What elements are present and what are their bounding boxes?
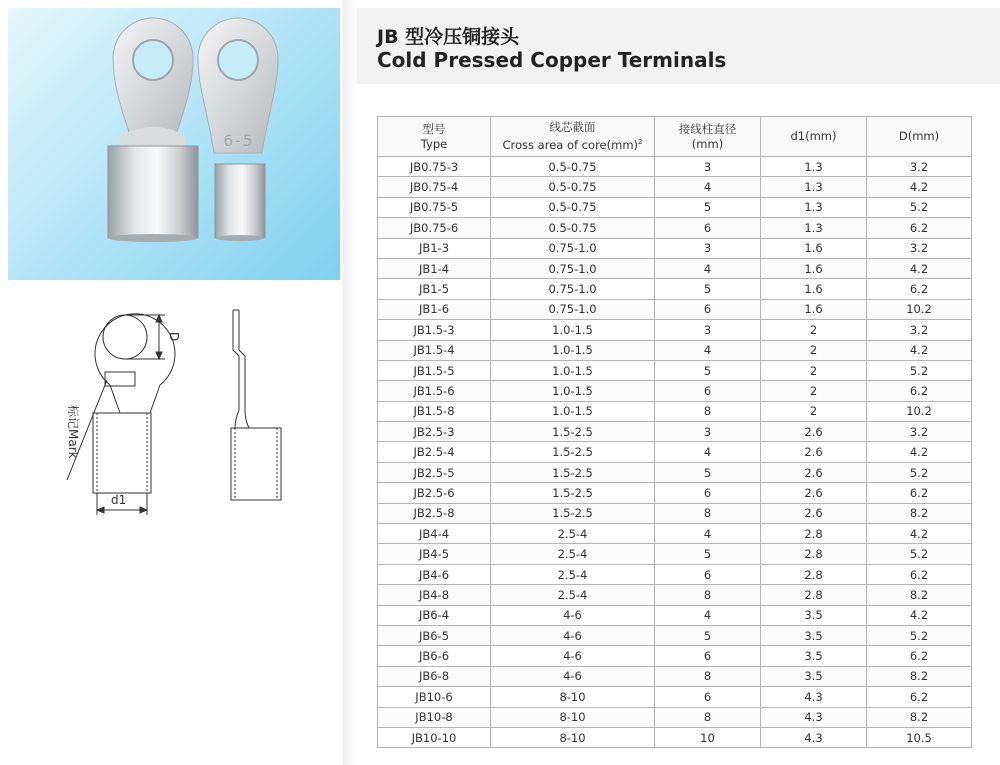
cell-type: JB1-5 bbox=[378, 279, 491, 299]
cell-cross-area: 0.5-0.75 bbox=[491, 218, 655, 238]
table-row bbox=[378, 279, 972, 299]
cell-d1: 2.6 bbox=[761, 422, 867, 442]
cell-stud-diameter: 4 bbox=[655, 340, 761, 360]
cell-stud-diameter: 8 bbox=[655, 585, 761, 605]
cell-d1: 2.6 bbox=[761, 503, 867, 523]
column-divider bbox=[343, 0, 357, 765]
terminal-back bbox=[198, 18, 278, 241]
cell-type: JB1-4 bbox=[378, 258, 491, 278]
cell-d1: 1.3 bbox=[761, 177, 867, 197]
cell-type: JB1.5-4 bbox=[378, 340, 491, 360]
cell-cross-area: 0.5-0.75 bbox=[491, 177, 655, 197]
cell-D: 10.5 bbox=[867, 727, 972, 747]
spec-table bbox=[377, 116, 972, 748]
table-body bbox=[378, 157, 972, 748]
cell-type: JB1.5-8 bbox=[378, 401, 491, 421]
table-row bbox=[378, 585, 972, 605]
cell-cross-area: 0.75-1.0 bbox=[491, 238, 655, 258]
cell-D: 3.2 bbox=[867, 422, 972, 442]
cell-cross-area: 4-6 bbox=[491, 666, 655, 686]
table-row bbox=[378, 340, 972, 360]
cell-d1: 4.3 bbox=[761, 687, 867, 707]
cell-D: 6.2 bbox=[867, 646, 972, 666]
title-english: Cold Pressed Copper Terminals bbox=[377, 48, 727, 72]
cell-cross-area: 0.75-1.0 bbox=[491, 299, 655, 319]
cell-D: 3.2 bbox=[867, 157, 972, 177]
table-row bbox=[378, 727, 972, 747]
cell-type: JB4-6 bbox=[378, 564, 491, 584]
cell-D: 6.2 bbox=[867, 381, 972, 401]
cell-D: 8.2 bbox=[867, 666, 972, 686]
cell-stud-diameter: 6 bbox=[655, 381, 761, 401]
cell-d1: 2.8 bbox=[761, 564, 867, 584]
cell-type: JB6-5 bbox=[378, 625, 491, 645]
header-D: D(mm) bbox=[867, 117, 972, 157]
cell-stud-diameter: 6 bbox=[655, 218, 761, 238]
cell-cross-area: 2.5-4 bbox=[491, 524, 655, 544]
cell-stud-diameter: 5 bbox=[655, 197, 761, 217]
cell-type: JB10-10 bbox=[378, 727, 491, 747]
cell-d1: 2.8 bbox=[761, 524, 867, 544]
mark-box bbox=[105, 372, 135, 386]
table-row bbox=[378, 157, 972, 177]
header-d1: d1(mm) bbox=[761, 117, 867, 157]
cell-d1: 2.6 bbox=[761, 483, 867, 503]
cell-d1: 1.6 bbox=[761, 279, 867, 299]
cell-d1: 3.5 bbox=[761, 605, 867, 625]
cell-D: 4.2 bbox=[867, 340, 972, 360]
header-type: 型号 Type bbox=[378, 117, 491, 157]
table-row bbox=[378, 197, 972, 217]
cell-type: JB0.75-5 bbox=[378, 197, 491, 217]
header-stud-diameter: 接线柱直径 (mm) bbox=[655, 117, 761, 157]
cell-cross-area: 2.5-4 bbox=[491, 564, 655, 584]
cell-D: 6.2 bbox=[867, 279, 972, 299]
table-row bbox=[378, 503, 972, 523]
cell-D: 5.2 bbox=[867, 197, 972, 217]
table-row bbox=[378, 218, 972, 238]
cell-stud-diameter: 4 bbox=[655, 442, 761, 462]
technical-drawing bbox=[55, 300, 295, 520]
cell-type: JB0.75-3 bbox=[378, 157, 491, 177]
table-row bbox=[378, 666, 972, 686]
cell-cross-area: 4-6 bbox=[491, 605, 655, 625]
cell-d1: 2.6 bbox=[761, 462, 867, 482]
cell-D: 6.2 bbox=[867, 483, 972, 503]
cell-type: JB1-3 bbox=[378, 238, 491, 258]
table-row bbox=[378, 605, 972, 625]
cell-cross-area: 8-10 bbox=[491, 707, 655, 727]
cell-cross-area: 1.0-1.5 bbox=[491, 381, 655, 401]
cell-type: JB6-4 bbox=[378, 605, 491, 625]
cell-type: JB4-4 bbox=[378, 524, 491, 544]
cell-d1: 2.6 bbox=[761, 442, 867, 462]
table-row bbox=[378, 544, 972, 564]
cell-D: 4.2 bbox=[867, 605, 972, 625]
table-row bbox=[378, 524, 972, 544]
cell-cross-area: 2.5-4 bbox=[491, 585, 655, 605]
cell-type: JB6-8 bbox=[378, 666, 491, 686]
cell-D: 4.2 bbox=[867, 524, 972, 544]
cell-d1: 2 bbox=[761, 381, 867, 401]
dimension-D-label: D bbox=[167, 332, 181, 342]
table-row bbox=[378, 320, 972, 340]
terminal-photo-illustration bbox=[8, 8, 340, 280]
page-header bbox=[357, 8, 1000, 84]
cell-D: 4.2 bbox=[867, 258, 972, 278]
cell-type: JB2.5-3 bbox=[378, 422, 491, 442]
table-row bbox=[378, 258, 972, 278]
cell-D: 3.2 bbox=[867, 238, 972, 258]
cell-d1: 1.3 bbox=[761, 157, 867, 177]
cell-cross-area: 0.75-1.0 bbox=[491, 279, 655, 299]
cell-cross-area: 8-10 bbox=[491, 727, 655, 747]
cell-type: JB4-8 bbox=[378, 585, 491, 605]
cell-d1: 2 bbox=[761, 360, 867, 380]
table-header-row bbox=[378, 117, 972, 157]
cell-stud-diameter: 6 bbox=[655, 646, 761, 666]
terminal-diagram bbox=[55, 300, 295, 520]
cell-stud-diameter: 6 bbox=[655, 687, 761, 707]
cell-stud-diameter: 5 bbox=[655, 360, 761, 380]
cell-stud-diameter: 6 bbox=[655, 483, 761, 503]
table-row bbox=[378, 646, 972, 666]
cell-cross-area: 1.5-2.5 bbox=[491, 503, 655, 523]
cell-D: 5.2 bbox=[867, 462, 972, 482]
cell-D: 3.2 bbox=[867, 320, 972, 340]
cell-type: JB1.5-6 bbox=[378, 381, 491, 401]
left-panel bbox=[0, 0, 343, 765]
cell-type: JB2.5-8 bbox=[378, 503, 491, 523]
table-row bbox=[378, 422, 972, 442]
cell-D: 8.2 bbox=[867, 707, 972, 727]
table-row bbox=[378, 360, 972, 380]
table-row bbox=[378, 299, 972, 319]
cell-D: 6.2 bbox=[867, 564, 972, 584]
cell-d1: 3.5 bbox=[761, 666, 867, 686]
table-row bbox=[378, 625, 972, 645]
cell-d1: 4.3 bbox=[761, 707, 867, 727]
cell-type: JB2.5-4 bbox=[378, 442, 491, 462]
cell-d1: 4.3 bbox=[761, 727, 867, 747]
cell-type: JB6-6 bbox=[378, 646, 491, 666]
cell-cross-area: 1.5-2.5 bbox=[491, 422, 655, 442]
dimension-d1-label: d1 bbox=[111, 493, 127, 507]
cell-stud-diameter: 3 bbox=[655, 320, 761, 340]
table-row bbox=[378, 442, 972, 462]
cell-stud-diameter: 4 bbox=[655, 258, 761, 278]
cell-type: JB10-6 bbox=[378, 687, 491, 707]
cell-d1: 2.8 bbox=[761, 585, 867, 605]
cell-cross-area: 1.5-2.5 bbox=[491, 442, 655, 462]
cell-cross-area: 4-6 bbox=[491, 625, 655, 645]
cell-type: JB0.75-6 bbox=[378, 218, 491, 238]
cell-stud-diameter: 5 bbox=[655, 279, 761, 299]
cell-type: JB4-5 bbox=[378, 544, 491, 564]
mark-label: 标记Mark bbox=[66, 405, 80, 459]
cell-cross-area: 2.5-4 bbox=[491, 544, 655, 564]
cell-d1: 2 bbox=[761, 320, 867, 340]
cell-D: 8.2 bbox=[867, 585, 972, 605]
cell-stud-diameter: 4 bbox=[655, 524, 761, 544]
cell-type: JB1.5-5 bbox=[378, 360, 491, 380]
cell-cross-area: 1.5-2.5 bbox=[491, 483, 655, 503]
cell-d1: 3.5 bbox=[761, 625, 867, 645]
cell-cross-area: 0.5-0.75 bbox=[491, 157, 655, 177]
cell-stud-diameter: 8 bbox=[655, 401, 761, 421]
table-row bbox=[378, 483, 972, 503]
cell-D: 4.2 bbox=[867, 177, 972, 197]
cell-cross-area: 0.75-1.0 bbox=[491, 258, 655, 278]
cell-d1: 1.6 bbox=[761, 258, 867, 278]
cell-D: 6.2 bbox=[867, 218, 972, 238]
cell-cross-area: 1.0-1.5 bbox=[491, 360, 655, 380]
cell-cross-area: 1.0-1.5 bbox=[491, 320, 655, 340]
cell-stud-diameter: 10 bbox=[655, 727, 761, 747]
table-row bbox=[378, 381, 972, 401]
cell-stud-diameter: 3 bbox=[655, 422, 761, 442]
cell-stud-diameter: 5 bbox=[655, 625, 761, 645]
table-row bbox=[378, 238, 972, 258]
terminal-stamp: 6-5 bbox=[223, 131, 253, 150]
cell-cross-area: 1.0-1.5 bbox=[491, 401, 655, 421]
cell-stud-diameter: 8 bbox=[655, 666, 761, 686]
cell-d1: 2.8 bbox=[761, 544, 867, 564]
cell-D: 5.2 bbox=[867, 360, 972, 380]
cell-D: 10.2 bbox=[867, 299, 972, 319]
cell-type: JB1-6 bbox=[378, 299, 491, 319]
cell-stud-diameter: 4 bbox=[655, 605, 761, 625]
cell-d1: 3.5 bbox=[761, 646, 867, 666]
cell-stud-diameter: 5 bbox=[655, 544, 761, 564]
cell-cross-area: 8-10 bbox=[491, 687, 655, 707]
product-photo bbox=[8, 8, 340, 280]
table-row bbox=[378, 177, 972, 197]
terminal-front bbox=[108, 18, 198, 242]
cell-d1: 1.6 bbox=[761, 238, 867, 258]
cell-type: JB2.5-5 bbox=[378, 462, 491, 482]
cell-stud-diameter: 8 bbox=[655, 503, 761, 523]
cell-D: 10.2 bbox=[867, 401, 972, 421]
cell-d1: 2 bbox=[761, 340, 867, 360]
cell-stud-diameter: 6 bbox=[655, 299, 761, 319]
table-row bbox=[378, 707, 972, 727]
cell-D: 5.2 bbox=[867, 544, 972, 564]
cell-D: 6.2 bbox=[867, 687, 972, 707]
cell-stud-diameter: 6 bbox=[655, 564, 761, 584]
table-row bbox=[378, 687, 972, 707]
table-row bbox=[378, 564, 972, 584]
cell-type: JB2.5-6 bbox=[378, 483, 491, 503]
cell-d1: 1.3 bbox=[761, 218, 867, 238]
title-chinese: JB 型冷压铜接头 bbox=[377, 26, 520, 48]
ring-outline bbox=[95, 314, 175, 413]
cell-d1: 1.3 bbox=[761, 197, 867, 217]
cell-stud-diameter: 4 bbox=[655, 177, 761, 197]
table-row bbox=[378, 401, 972, 421]
cell-cross-area: 1.5-2.5 bbox=[491, 462, 655, 482]
cell-type: JB10-8 bbox=[378, 707, 491, 727]
cell-d1: 2 bbox=[761, 401, 867, 421]
cell-cross-area: 1.0-1.5 bbox=[491, 340, 655, 360]
cell-stud-diameter: 3 bbox=[655, 238, 761, 258]
cell-stud-diameter: 8 bbox=[655, 707, 761, 727]
cell-type: JB1.5-3 bbox=[378, 320, 491, 340]
cell-D: 8.2 bbox=[867, 503, 972, 523]
cell-d1: 1.6 bbox=[761, 299, 867, 319]
cell-type: JB0.75-4 bbox=[378, 177, 491, 197]
cell-stud-diameter: 5 bbox=[655, 462, 761, 482]
ring-hole bbox=[103, 315, 147, 359]
cell-D: 4.2 bbox=[867, 442, 972, 462]
cell-cross-area: 4-6 bbox=[491, 646, 655, 666]
header-cross-area: 线芯截面 Cross area of core(mm)$^2$ bbox=[491, 117, 655, 157]
cell-cross-area: 0.5-0.75 bbox=[491, 197, 655, 217]
table-row bbox=[378, 462, 972, 482]
cell-D: 5.2 bbox=[867, 625, 972, 645]
cell-stud-diameter: 3 bbox=[655, 157, 761, 177]
